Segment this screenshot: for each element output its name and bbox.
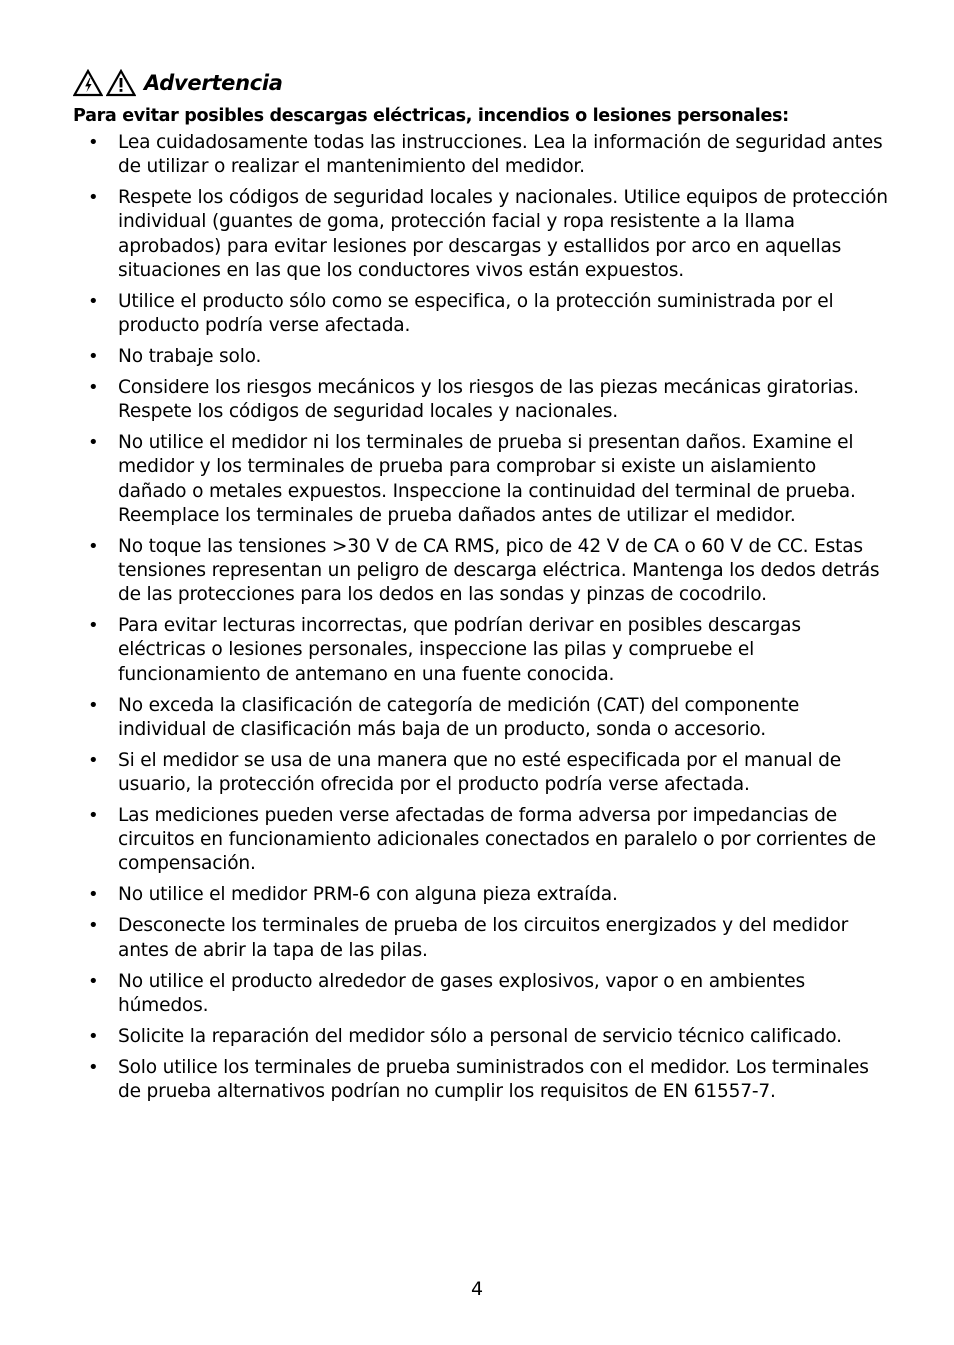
list-item-text: Respete los códigos de seguridad locales y nacionales. Utilice equipos de protección individual (guantes de goma, protección facial y ropa resistente a la llama aprobados) para evitar lesiones por descargas y estallidos por arco en aquellas situaciones en las que los conductores vivos están expuestos. — [118, 187, 888, 281]
bullet-dot: • — [88, 432, 99, 454]
list-item — [88, 883, 888, 907]
list-item-text: No utilice el medidor ni los terminales de prueba si presentan daños. Examine el medidor y los terminales de prueba para comprobar si existe un aislamiento dañado o metales expuestos. Inspeccione la continuidad del terminal de prueba. Reemplace los terminales de prueba dañados antes de utilizar el medidor. — [118, 432, 856, 526]
caution-icon — [106, 69, 136, 97]
list-item-text: Si el medidor se usa de una manera que no esté especificada por el manual de usuario, la protección ofrecida por el producto podría verse afectada. — [118, 749, 841, 796]
list-item-text: Utilice el producto sólo como se especifica, o la protección suministrada por el producto podría verse afectada. — [118, 290, 834, 337]
list-item — [88, 345, 888, 369]
list-item — [88, 535, 888, 608]
bullet-dot: • — [88, 970, 99, 992]
list-item — [88, 1056, 888, 1104]
list-item-text: No trabaje solo. — [118, 346, 262, 368]
list-item-text: No utilice el medidor PRM-6 con alguna pieza extraída. — [118, 884, 618, 906]
bullet-dot: • — [88, 535, 99, 557]
bullet-dot: • — [88, 187, 99, 209]
bullet-dot: • — [88, 377, 99, 399]
bullet-dot: • — [88, 132, 99, 153]
list-item — [88, 694, 888, 742]
hazardous-voltage-icon — [73, 69, 103, 97]
bullet-dot: • — [88, 805, 99, 827]
warning-title: Advertencia — [144, 71, 283, 95]
bullet-dot: • — [88, 1056, 99, 1078]
bullet-dot: • — [88, 615, 99, 637]
list-item — [88, 131, 888, 179]
warning-list — [88, 131, 888, 1111]
list-item — [88, 186, 888, 283]
list-item-text: No exceda la clasificación de categoría de medición (CAT) del componente individual de clasificación más baja de un producto, sonda o accesorio. — [118, 694, 800, 740]
list-item — [88, 749, 888, 797]
list-item-text: Desconecte los terminales de prueba de los circuitos energizados y del medidor antes de abrir la tapa de las pilas. — [118, 915, 849, 961]
list-item-text: Las mediciones pueden verse afectadas de forma adversa por impedancias de circuitos en funcionamiento adicionales conectados en paralelo o por corrientes de compensación. — [118, 805, 876, 875]
list-item — [88, 804, 888, 877]
list-item-text: Para evitar lecturas incorrectas, que podrían derivar en posibles descargas eléctricas o lesiones personales, inspeccione las pilas y compruebe el funcionamiento de antemano en una fuente conocida. — [118, 615, 801, 685]
warning-header — [73, 68, 283, 98]
list-item — [88, 914, 888, 962]
list-item — [88, 970, 888, 1018]
list-item-text: Lea cuidadosamente todas las instrucciones. Lea la información de seguridad antes de utilizar o realizar el mantenimiento del medidor. — [118, 132, 883, 178]
bullet-dot: • — [88, 884, 99, 906]
list-item-text: Solo utilice los terminales de prueba suministrados con el medidor. Los terminales de prueba alternativos podrían no cumplir los requisitos de EN 61557-7. — [118, 1056, 869, 1103]
list-item-text: No toque las tensiones >30 V de CA RMS, pico de 42 V de CA o 60 V de CC. Estas tensiones representan un peligro de descarga eléctrica. Mantenga los dedos detrás de las protecciones para los dedos en las sondas y pinzas de cocodrilo. — [118, 535, 880, 606]
list-item-text: Considere los riesgos mecánicos y los riesgos de las piezas mecánicas giratorias. Respete los códigos de seguridad locales y nacionales. — [118, 377, 859, 423]
page-number: 4 — [470, 1278, 484, 1300]
warning-intro: Para evitar posibles descargas eléctricas, incendios o lesiones personales: — [73, 106, 789, 126]
bullet-dot: • — [88, 1025, 99, 1047]
bullet-dot: • — [88, 694, 99, 716]
list-item-text: No utilice el producto alrededor de gases explosivos, vapor o en ambientes húmedos. — [118, 970, 806, 1016]
list-item — [88, 431, 888, 528]
list-item — [88, 1025, 888, 1049]
list-item-text: Solicite la reparación del medidor sólo a personal de servicio técnico calificado. — [118, 1025, 842, 1047]
list-item — [88, 290, 888, 338]
list-item — [88, 614, 888, 687]
list-item — [88, 376, 888, 424]
bullet-dot: • — [88, 749, 99, 771]
bullet-dot: • — [88, 346, 99, 368]
bullet-dot: • — [88, 290, 99, 312]
bullet-dot: • — [88, 915, 99, 937]
